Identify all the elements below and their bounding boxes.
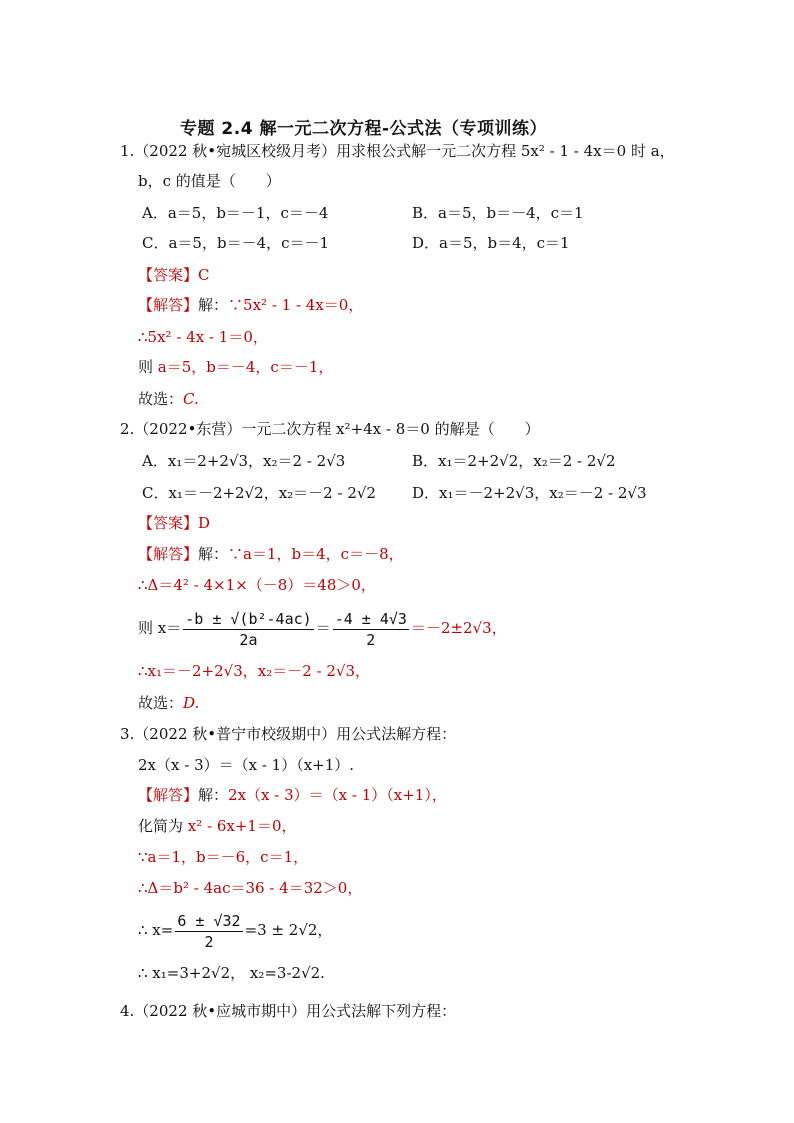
q2-solution-line4: ∴x₁＝－2+2√3，x₂＝－2 - 2√3，: [138, 662, 371, 680]
solution-step: a＝5，b＝－4，c＝－1，: [157, 358, 334, 376]
quadratic-formula-fraction: [183, 609, 313, 650]
q1-stem-line1: 1.（2022 秋•宛城区校级月考）用求根公式解一元二次方程 5x² - 1 - 4x＝0 时 a，: [120, 142, 675, 160]
solution-step: ∵5x² - 1 - 4x＝0，: [228, 296, 364, 314]
solution-step: x² - 6x+1＝0，: [187, 817, 297, 835]
q1-option-c: C．a＝5，b＝－4，c＝－1: [142, 234, 330, 252]
q2-solution-line3: 则 x＝ $\frac{\text{-b ± √(b²-4ac)}}{2a}$ ＝ $\frac{-4 \pm 4√3}{2}$ ＝－2±2√3，: [138, 609, 507, 649]
q3-solution-line2: [138, 815, 297, 837]
q2-stem: 2.（2022•东营）一元二次方程 x²+4x - 8＝0 的解是（ ）: [120, 420, 540, 438]
solution-result: =3 ± 2√2，: [244, 921, 333, 939]
q3-solution-line5: [138, 910, 332, 952]
q3-stem: 3.（2022 秋•普宁市校级期中）用公式法解方程：: [120, 725, 457, 743]
q2-option-b: B．x₁＝2+2√2，x₂＝2 - 2√2: [412, 452, 616, 470]
solution-prefix: ∴ x=: [138, 921, 174, 939]
q1-option-a: A．a＝5，b＝－1，c＝－4: [142, 204, 329, 222]
answer-value: C: [198, 266, 210, 284]
q3-solution-line3: ∵a＝1，b＝－6，c＝1，: [138, 848, 309, 866]
q3-equation: 2x（x - 3）＝（x - 1）（x+1）.: [138, 756, 355, 774]
q1-answer: [138, 264, 210, 286]
q1-solution-line1: [138, 294, 363, 316]
q1-solution-line3: [138, 356, 333, 378]
solution-prefix: 故选：: [138, 390, 184, 408]
q1-solution-line4: [138, 388, 199, 410]
answer-label: 【答案】: [138, 514, 199, 532]
q2-solution-line2: ∴Δ＝4² - 4×1×（－8）＝48＞0，: [138, 576, 376, 594]
q3-solution-line6: ∴ x₁=3+2√2， x₂=3-2√2.: [138, 964, 325, 982]
q2-answer: [138, 512, 210, 534]
solution-label: 【解答】: [138, 296, 199, 314]
solution-prefix: 则 x＝: [138, 619, 182, 637]
solution-prefix: 则: [138, 358, 158, 376]
solution-intro: 解：: [198, 545, 229, 563]
q3-solution-line1: [138, 784, 447, 806]
fraction-numerator: -b ± √(b²-4ac): [185, 609, 312, 628]
solution-intro: 解：: [198, 786, 229, 804]
q2-option-a: A．x₁＝2+2√3，x₂＝2 - 2√3: [142, 452, 346, 470]
solution-step: ∵a＝1，b＝4，c＝－8，: [228, 545, 404, 563]
page-title: 专题 2.4 解一元二次方程-公式法（专项训练）: [180, 119, 548, 139]
root-fraction: [175, 911, 242, 952]
q1-stem-line2: b，c 的值是（ ）: [138, 172, 281, 190]
fraction-numerator: -4 ± 4√3: [334, 609, 407, 628]
fraction-denominator: 2a: [239, 630, 258, 649]
substituted-fraction: [333, 609, 409, 650]
solution-result: ＝－2±2√3，: [410, 619, 507, 637]
q2-option-d: D．x₁＝－2+2√3，x₂＝－2 - 2√3: [412, 484, 647, 502]
answer-label: 【答案】: [138, 266, 199, 284]
solution-intro: 解：: [198, 296, 229, 314]
q1-option-b: B．a＝5，b＝－4，c＝1: [412, 204, 584, 222]
solution-label: 【解答】: [138, 786, 199, 804]
q2-solution-line5: [138, 692, 199, 714]
q1-option-d: D．a＝5，b＝4，c＝1: [412, 234, 570, 252]
answer-value: D: [198, 514, 211, 532]
fraction-denominator: 2: [366, 630, 376, 649]
fraction-denominator: 2: [204, 932, 214, 951]
q3-solution-line4: ∴Δ＝b² - 4ac＝36 - 4＝32＞0，: [138, 879, 363, 897]
q4-stem: 4.（2022 秋•应城市期中）用公式法解下列方程：: [120, 1002, 457, 1020]
q2-solution-line1: [138, 543, 404, 565]
fraction-numerator: 6 ± √32: [177, 911, 241, 930]
solution-label: 【解答】: [138, 545, 199, 563]
solution-step: 2x（x - 3）＝（x - 1）（x+1），: [228, 786, 447, 804]
solution-choice: D.: [183, 694, 200, 712]
solution-prefix: 化简为: [138, 817, 188, 835]
q1-solution-line2: ∴5x² - 4x - 1＝0，: [138, 328, 268, 346]
q2-option-c: C．x₁＝－2+2√2，x₂＝－2 - 2√2: [142, 484, 376, 502]
solution-choice: C.: [183, 390, 199, 408]
solution-prefix: 故选：: [138, 694, 184, 712]
